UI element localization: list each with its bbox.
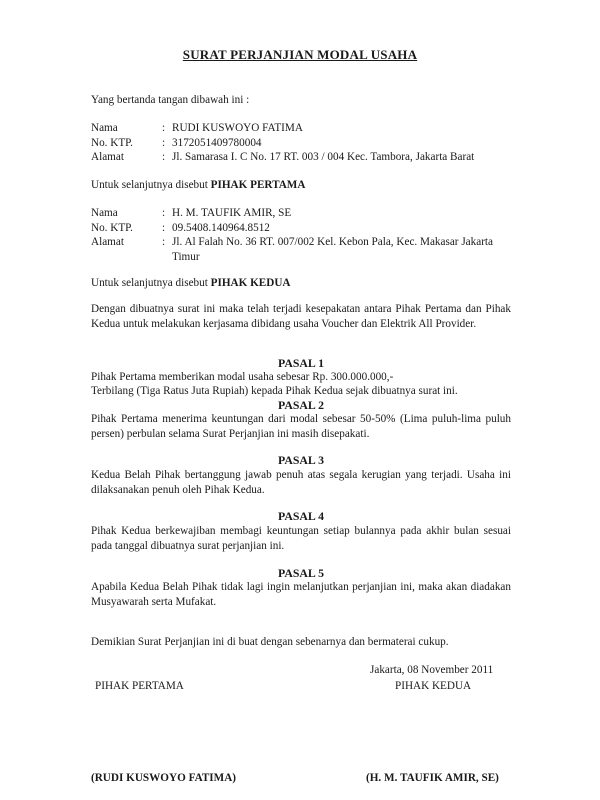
- field-value: 3172051409780004: [172, 137, 262, 149]
- field-colon: :: [162, 207, 166, 219]
- signatory-name-right: (H. M. TAUFIK AMIR, SE): [366, 772, 499, 784]
- field-value: Jl. Samarasa I. C No. 17 RT. 003 / 004 Kec. Tambora, Jakarta Barat: [172, 151, 475, 163]
- field-value: RUDI KUSWOYO FATIMA: [172, 122, 303, 134]
- field-value: H. M. TAUFIK AMIR, SE: [172, 207, 292, 219]
- intro-text: Yang bertanda tangan dibawah ini :: [91, 94, 250, 106]
- field-colon: :: [162, 236, 166, 248]
- document-title: SURAT PERJANJIAN MODAL USAHA: [182, 47, 418, 62]
- article-2-text: Pihak Pertama menerima keuntungan dari modal sebesar 50-50% (Lima puluh-lima puluh persen) perbulan selama Surat Perjanjian ini masih disepakati.: [91, 413, 511, 440]
- designation-prefix: Untuk selanjutnya disebut: [91, 179, 211, 191]
- article-4-text: Pihak Kedua berkewajiban membagi keuntungan setiap bulannya pada akhir bulan sesuai pada tanggal dibuatnya surat perjanjian ini.: [91, 525, 511, 552]
- field-colon: :: [162, 222, 166, 234]
- field-colon: :: [162, 122, 166, 134]
- place-date: Jakarta, 08 November 2011: [370, 664, 494, 676]
- signature-label-left: PIHAK PERTAMA: [95, 680, 184, 692]
- article-1-line-1: Pihak Pertama memberikan modal usaha sebesar Rp. 300.000.000,-: [91, 371, 394, 383]
- party1-ktp-row: [91, 136, 521, 151]
- party1-address-row: [91, 150, 521, 165]
- article-1-heading: PASAL 1: [278, 356, 324, 370]
- article-5-text: Apabila Kedua Belah Pihak tidak lagi ingin melanjutkan perjanjian ini, maka akan diadakan Musyawarah serta Mufakat.: [91, 581, 511, 608]
- designation-prefix: Untuk selanjutnya disebut: [91, 277, 211, 289]
- article-3-text: Kedua Belah Pihak bertanggung jawab penuh atas segala kerugian yang terjadi. Usaha ini dilaksanakan penuh oleh Pihak Kedua.: [91, 469, 511, 496]
- field-label: Nama: [91, 122, 118, 134]
- party1-designation: [91, 178, 305, 193]
- field-label: No. KTP.: [91, 222, 133, 234]
- party2-address-row: [91, 235, 521, 265]
- article-4-heading: PASAL 4: [278, 509, 324, 523]
- field-colon: :: [162, 151, 166, 163]
- field-label: Alamat: [91, 151, 124, 163]
- field-label: Nama: [91, 207, 118, 219]
- field-value: 09.5408.140964.8512: [172, 222, 270, 234]
- signature-label-right: PIHAK KEDUA: [395, 680, 472, 692]
- field-colon: :: [162, 137, 166, 149]
- signatory-name-left: (RUDI KUSWOYO FATIMA): [91, 772, 237, 784]
- article-1-line-2: Terbilang (Tiga Ratus Juta Rupiah) kepada Pihak Kedua sejak dibuatnya surat ini.: [91, 385, 458, 397]
- article-2-heading: PASAL 2: [278, 398, 324, 412]
- article-5-heading: PASAL 5: [278, 566, 324, 580]
- closing-statement: Demikian Surat Perjanjian ini di buat dengan sebenarnya dan bermaterai cukup.: [91, 636, 449, 648]
- party1-name-row: [91, 121, 521, 136]
- opening-paragraph: Dengan dibuatnya surat ini maka telah terjadi kesepakatan antara Pihak Pertama dan Pihak Kedua untuk melakukan kerjasama dibidang usaha Voucher dan Elektrik All Provider.: [91, 303, 511, 330]
- party2-designation: [91, 276, 291, 291]
- party2-ktp-row: [91, 221, 521, 236]
- designation-label: PIHAK KEDUA: [210, 277, 291, 289]
- article-3-heading: PASAL 3: [278, 453, 324, 467]
- field-value: Jl. Al Falah No. 36 RT. 007/002 Kel. Kebon Pala, Kec. Makasar Jakarta Timur: [172, 236, 493, 263]
- field-label: No. KTP.: [91, 137, 133, 149]
- party2-name-row: [91, 206, 521, 221]
- designation-label: PIHAK PERTAMA: [210, 179, 306, 191]
- field-label: Alamat: [91, 236, 124, 248]
